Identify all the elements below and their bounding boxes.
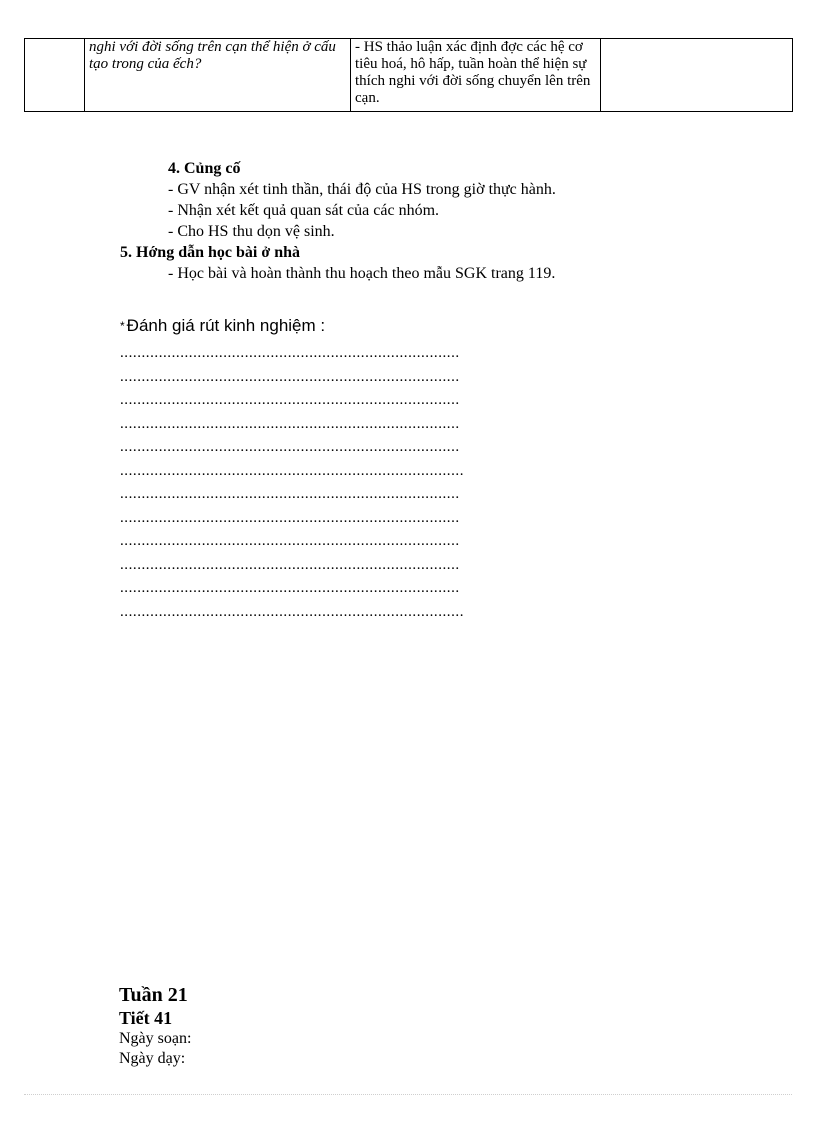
table-cell-empty xyxy=(25,39,85,112)
dotted-line: ............................................................................... xyxy=(120,368,460,385)
evaluation-lines xyxy=(120,342,720,624)
dotted-line: ............................................................................... xyxy=(120,439,460,455)
dotted-line: ................................................................................ xyxy=(120,462,464,479)
dotted-line: ................................................................................ xyxy=(120,603,464,620)
table-cell-student-activity: - HS thảo luận xác định đợc các hệ cơ tiêu hoá, hô hấp, tuần hoàn thể hiện sự thích nghi với đời sống chuyển lên trên cạn. xyxy=(351,39,601,112)
section-heading: 5. Hớng dẫn học bài ở nhà xyxy=(120,244,300,261)
dotted-line: ............................................................................... xyxy=(120,509,460,526)
evaluation-title xyxy=(120,316,325,336)
dotted-line: ............................................................................... xyxy=(120,486,460,502)
dotted-line: ............................................................................... xyxy=(120,415,460,432)
table-cell-empty xyxy=(601,39,793,112)
list-item: - Học bài và hoàn thành thu hoạch theo mẫu SGK trang 119. xyxy=(168,265,556,282)
section-heading: 4. Củng cố xyxy=(168,160,241,177)
list-item: - Cho HS thu dọn vệ sinh. xyxy=(168,223,335,240)
star-icon: * xyxy=(120,319,125,333)
period-title: Tiết 41 xyxy=(119,1008,173,1028)
page-bottom-divider xyxy=(24,1094,792,1095)
dotted-line: ............................................................................... xyxy=(120,392,460,408)
table-cell-question: nghi với đời sống trên cạn thể hiện ở cấu tạo trong của ếch? xyxy=(85,39,351,112)
activity-table xyxy=(24,38,793,112)
lesson-header xyxy=(119,983,191,1069)
dotted-line: ............................................................................... xyxy=(120,345,460,361)
dotted-line: ............................................................................... xyxy=(120,580,460,596)
section-cung-co xyxy=(120,158,740,284)
dotted-line: ............................................................................... xyxy=(120,533,460,549)
teach-date: Ngày dạy: xyxy=(119,1050,186,1067)
evaluation-title-text: Đánh giá rút kinh nghiệm : xyxy=(126,316,326,335)
list-item: - Nhận xét kết quả quan sát của các nhóm. xyxy=(168,202,440,219)
prep-date: Ngày soạn: xyxy=(119,1030,192,1047)
list-item: - GV nhận xét tinh thần, thái độ của HS trong giờ thực hành. xyxy=(168,181,556,198)
week-title: Tuần 21 xyxy=(119,984,188,1006)
dotted-line: ............................................................................... xyxy=(120,556,460,573)
table-row xyxy=(25,39,793,112)
